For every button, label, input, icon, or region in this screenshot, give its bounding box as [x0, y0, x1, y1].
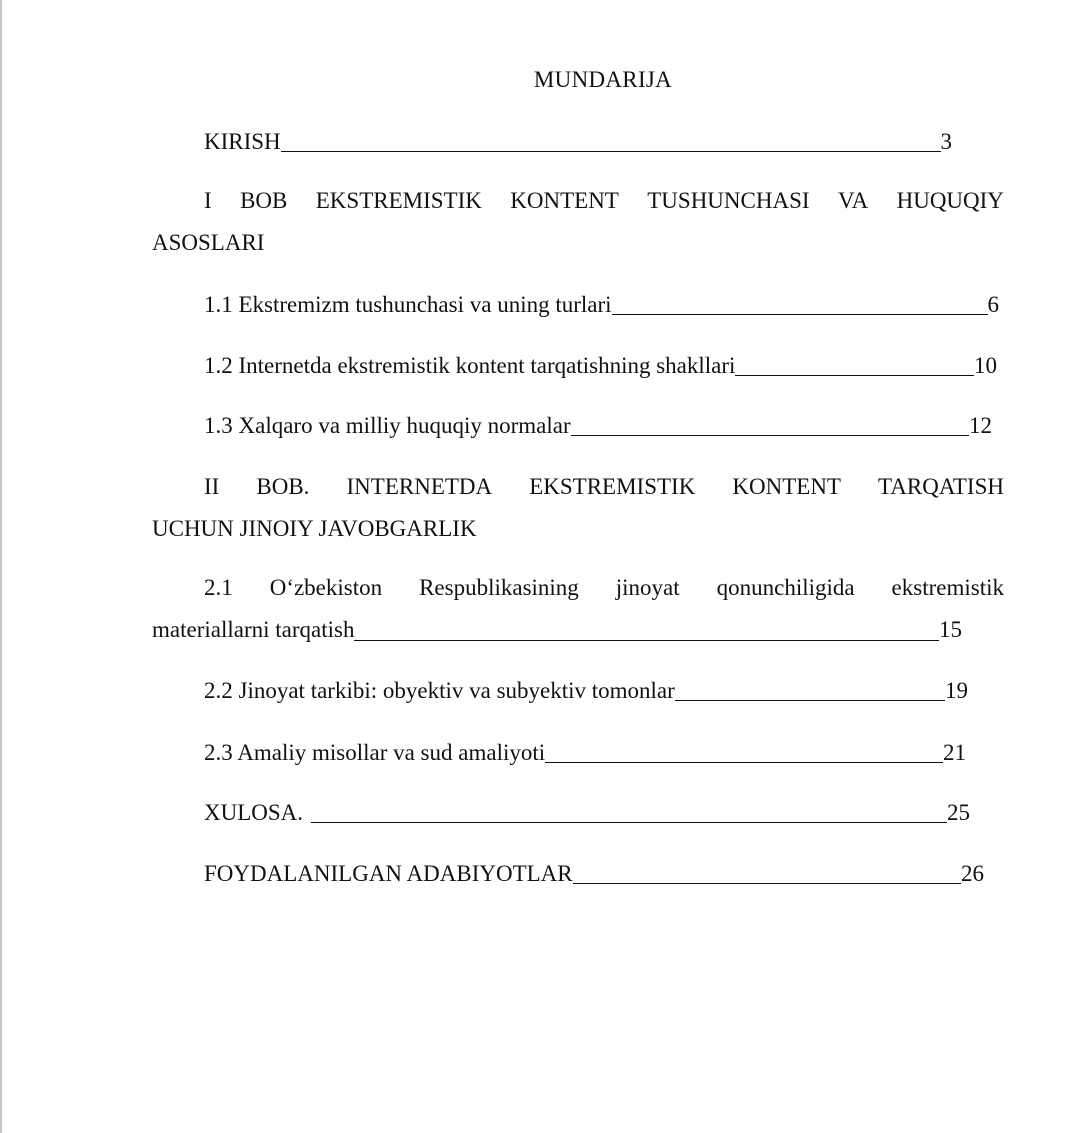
heading-word: TARQATISH — [878, 474, 1004, 499]
heading-word: EKSTREMISTIK — [529, 474, 696, 499]
toc-page-number: 26 — [961, 861, 984, 886]
entry-word: O‘zbekiston — [269, 575, 383, 600]
heading-word: II — [204, 474, 220, 499]
heading-word: VA — [837, 188, 869, 213]
toc-entry-label: 1.1 Ekstremizm tushunchasi va uning turlari — [204, 292, 612, 317]
heading-word: INTERNETDA — [346, 474, 493, 499]
entry-word: ekstremistik — [891, 575, 1004, 600]
toc-leader-line — [545, 762, 943, 763]
toc-entry-kirish[interactable] — [204, 128, 952, 156]
toc-page-number: 6 — [987, 292, 999, 317]
toc-title: MUNDARIJA — [533, 67, 673, 92]
toc-entry-label: 1.3 Xalqaro va milliy huquqiy normalar — [204, 413, 571, 438]
toc-page-number: 10 — [974, 353, 997, 378]
toc-page-number: 12 — [969, 413, 992, 438]
entry-word: qonunchiligida — [716, 575, 855, 600]
toc-chapter-2-heading[interactable] — [152, 466, 1004, 550]
toc-leader-line — [571, 435, 969, 436]
heading-word: I — [204, 188, 212, 213]
toc-entry-2-2[interactable] — [204, 677, 968, 705]
entry-2-1-line-2 — [152, 609, 962, 651]
entry-word: 2.1 — [204, 575, 233, 600]
heading-word: BOB — [240, 188, 288, 213]
toc-entry-label: KIRISH — [204, 129, 281, 154]
toc-page-number: 25 — [947, 800, 970, 825]
toc-leader-line — [675, 700, 945, 701]
toc-leader-line — [573, 883, 961, 884]
toc-entry-2-3[interactable] — [204, 739, 966, 767]
heading-word: EKSTREMISTIK — [315, 188, 482, 213]
chapter-1-line-1 — [152, 180, 1004, 222]
toc-leader-line — [735, 375, 974, 376]
toc-entry-label: 1.2 Internetda ekstremistik kontent tarqatishning shakllari — [204, 353, 736, 378]
heading-word: HUQUQIY — [896, 188, 1004, 213]
toc-entry-2-1[interactable] — [152, 567, 1004, 651]
toc-page-number: 15 — [939, 617, 962, 642]
toc-leader-line — [354, 640, 939, 641]
entry-2-1-line-1 — [152, 567, 1004, 609]
toc-leader-line — [612, 314, 988, 315]
toc-entry-label: FOYDALANILGAN ADABIYOTLAR — [204, 861, 573, 886]
heading-word: KONTENT — [732, 474, 841, 499]
toc-entry-label: 2.3 Amaliy misollar va sud amaliyoti — [204, 740, 546, 765]
toc-leader-line — [311, 822, 947, 823]
chapter-1-line-2: ASOSLARI — [152, 230, 265, 255]
toc-entry-label: 2.2 Jinoyat tarkibi: obyektiv va subyektiv tomonlar — [204, 678, 675, 703]
toc-chapter-1-heading[interactable] — [152, 180, 1004, 264]
entry-word: Respublikasining — [419, 575, 579, 600]
chapter-2-line-1 — [152, 466, 1004, 508]
toc-entry-label: XULOSA. — [204, 800, 304, 825]
heading-word: KONTENT — [510, 188, 619, 213]
toc-entry-adabiyotlar[interactable] — [204, 860, 984, 888]
toc-entry-1-1[interactable] — [204, 291, 999, 319]
heading-word: TUSHUNCHASI — [647, 188, 810, 213]
toc-entry-1-2[interactable] — [204, 352, 997, 380]
toc-page-number: 21 — [943, 740, 966, 765]
toc-page-number: 3 — [940, 129, 952, 154]
toc-page-number: 19 — [945, 678, 968, 703]
toc-leader-line — [281, 151, 941, 152]
entry-word: jinoyat — [615, 575, 680, 600]
toc-entry-xulosa[interactable] — [204, 799, 970, 827]
toc-entry-1-3[interactable] — [204, 412, 992, 440]
heading-word: BOB. — [256, 474, 310, 499]
chapter-2-line-2: UCHUN JINOIY JAVOBGARLIK — [152, 516, 477, 541]
toc-entry-label: materiallarni tarqatish — [152, 617, 355, 642]
